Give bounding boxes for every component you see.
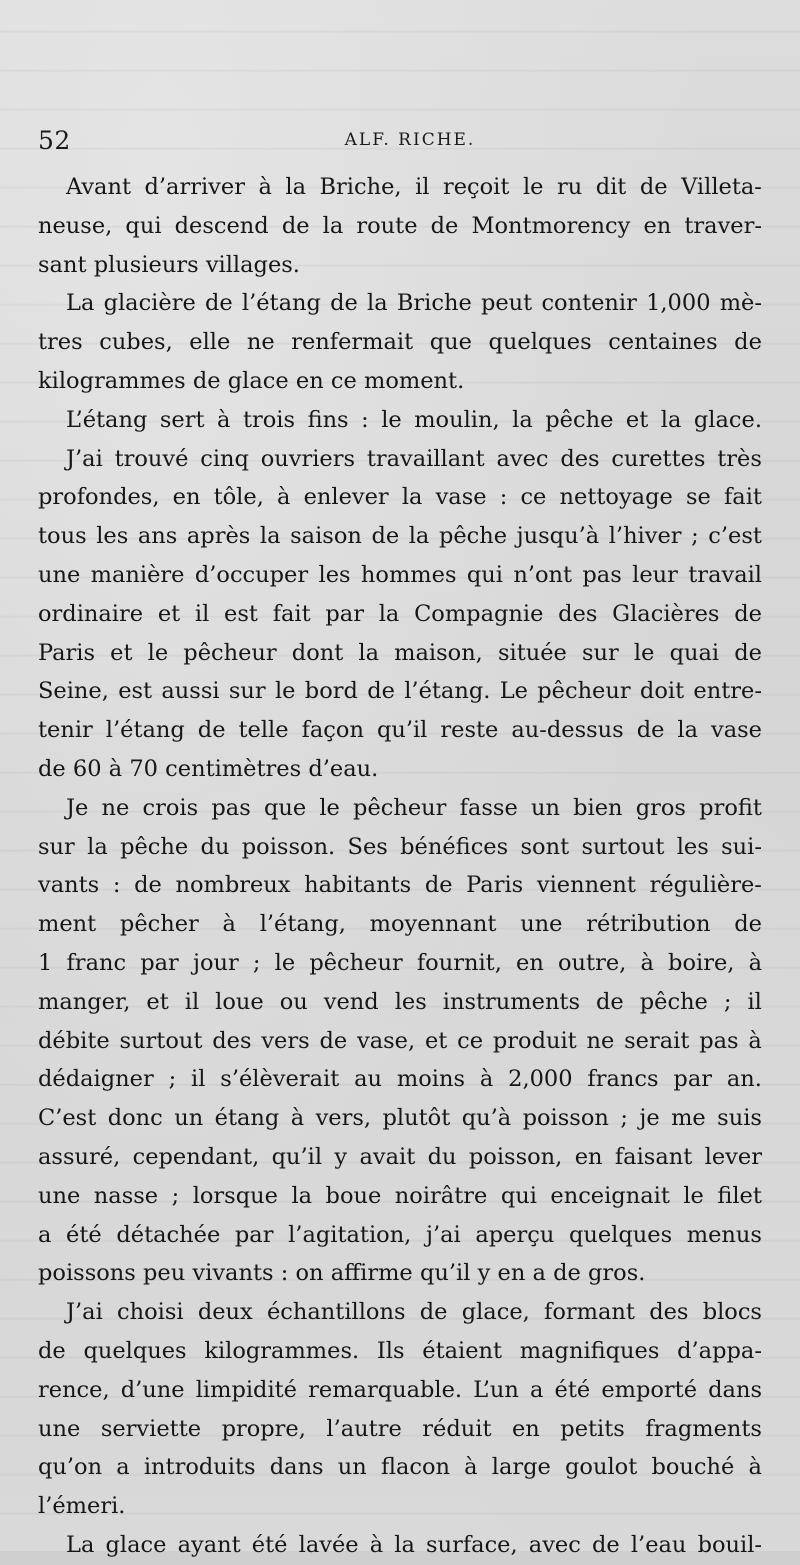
text-line: 1 franc par jour ; le pêcheur fournit, en outre, à boire, à <box>38 949 762 976</box>
text-line: Je ne crois pas que le pêcheur fasse un bien gros profit <box>66 794 762 821</box>
text-line: L’étang sert à trois fins : le moulin, la pêche et la glace. <box>66 406 762 433</box>
text-line: J’ai trouvé cinq ouvriers travaillant avec des curettes très <box>66 445 762 472</box>
text-line: Seine, est aussi sur le bord de l’étang. Le pêcheur doit entre- <box>38 678 762 705</box>
text-line: sant plusieurs villages. <box>38 251 300 278</box>
text-line: La glace ayant été lavée à la surface, avec de l’eau bouil- <box>66 1531 762 1558</box>
text-line: rence, d’une limpidité remarquable. L’un a été emporté dans <box>38 1376 762 1403</box>
text-line: profondes, en tôle, à enlever la vase : ce nettoyage se fait <box>38 484 762 511</box>
text-line: La glacière de l’étang de la Briche peut contenir 1,000 mè- <box>66 290 762 317</box>
page-header <box>38 126 762 156</box>
text-line: une manière d’occuper les hommes qui n’ont pas leur travail <box>38 561 762 588</box>
text-line: de 60 à 70 centimètres d’eau. <box>38 755 379 782</box>
page-number: 52 <box>38 126 71 155</box>
text-line: ment pêcher à l’étang, moyennant une rétribution de <box>38 911 762 938</box>
text-line: assuré, cependant, qu’il y avait du poisson, en faisant lever <box>38 1143 762 1170</box>
body-text <box>38 168 762 1565</box>
text-line: ordinaire et il est fait par la Compagnie des Glacières de <box>38 600 762 627</box>
text-line: a été détachée par l’agitation, j’ai aperçu quelques menus <box>38 1221 762 1248</box>
text-line: tenir l’étang de telle façon qu’il reste au-dessus de la vase <box>38 717 762 744</box>
text-line: kilogrammes de glace en ce moment. <box>38 367 465 394</box>
text-line: une serviette propre, l’autre réduit en petits fragments <box>38 1415 762 1442</box>
text-line: l’émeri. <box>38 1493 126 1520</box>
text-line: une nasse ; lorsque la boue noirâtre qui enceignait le filet <box>38 1182 762 1209</box>
text-line: poissons peu vivants : on affirme qu’il y en a de gros. <box>38 1260 646 1287</box>
text-line: qu’on a introduits dans un flacon à large goulot bouché à <box>38 1454 762 1481</box>
text-line: tous les ans après la saison de la pêche jusqu’à l’hiver ; c’est <box>38 523 762 550</box>
text-line: sur la pêche du poisson. Ses bénéfices sont surtout les sui- <box>38 833 762 860</box>
text-line: Avant d’arriver à la Briche, il reçoit le ru dit de Villeta- <box>66 174 762 200</box>
running-head: ALF. RICHE. <box>344 130 476 150</box>
text-line: neuse, qui descend de la route de Montmorency en traver- <box>38 212 762 239</box>
text-line: tres cubes, elle ne renfermait que quelques centaines de <box>38 329 762 356</box>
text-line: dédaigner ; il s’élèverait au moins à 2,000 francs par an. <box>38 1066 762 1093</box>
text-line: C’est donc un étang à vers, plutôt qu’à poisson ; je me suis <box>38 1105 762 1132</box>
text-line: débite surtout des vers de vase, et ce produit ne serait pas à <box>38 1027 762 1054</box>
text-line: de quelques kilogrammes. Ils étaient magnifiques d’appa- <box>38 1337 762 1364</box>
text-line: Paris et le pêcheur dont la maison, située sur le quai de <box>38 639 762 666</box>
text-line: J’ai choisi deux échantillons de glace, formant des blocs <box>66 1299 762 1326</box>
text-line: vants : de nombreux habitants de Paris viennent régulière- <box>38 872 762 899</box>
text-line: manger, et il loue ou vend les instruments de pêche ; il <box>38 988 762 1015</box>
